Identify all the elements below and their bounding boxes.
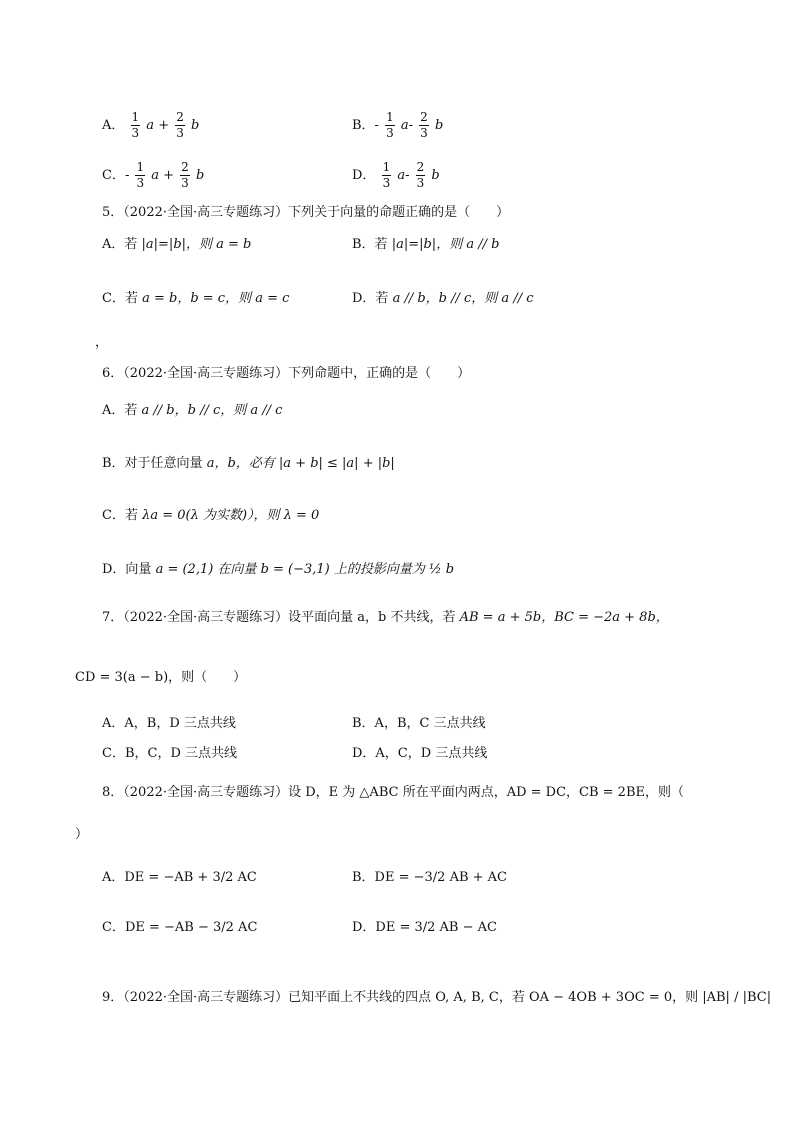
q5-option-c: C．若 a = b，b = c，则 a = c xyxy=(102,291,290,306)
stray-comma: ， xyxy=(95,335,109,350)
q8-stem: 8．（2022·全国·高三专题练习）设 D，E 为 △ABC 所在平面内两点，AD = DC，CB = 2BE，则（ xyxy=(102,785,684,800)
q6-stem: 6．（2022·全国·高三专题练习）下列命题中，正确的是（ ） xyxy=(102,366,471,381)
q5-option-a: A．若 |a|=|b|，则 a = b xyxy=(102,237,252,252)
q7-option-d: D．A，C，D 三点共线 xyxy=(352,746,488,761)
q6-option-c: C．若 λa = 0(λ 为实数)），则 λ = 0 xyxy=(102,508,320,523)
q8-close: ） xyxy=(75,827,89,842)
q9-stem: 9．（2022·全国·高三专题练习）已知平面上不共线的四点 O, A, B, C，若 OA − 4OB + 3OC = 0，则 |AB| / |BC| xyxy=(102,990,772,1005)
q7-option-c: C．B，C，D 三点共线 xyxy=(102,746,238,761)
q5-option-b: B．若 |a|=|b|，则 a // b xyxy=(352,237,500,252)
q5-stem: 5．（2022·全国·高三专题练习）下列关于向量的命题正确的是（ ） xyxy=(102,205,510,220)
q7-line2: CD = 3(a − b)，则（ ） xyxy=(75,670,247,685)
q8-option-b: B．DE = −3/2 AB + AC xyxy=(352,870,508,885)
q7-option-a: A．A，B，D 三点共线 xyxy=(102,716,236,731)
q4-option-c: C．- $\frac{1}{3}$ a + $\frac{2}{3}$ b xyxy=(102,160,205,190)
q7-option-b: B．A，B，C 三点共线 xyxy=(352,716,486,731)
q7-stem: 7．（2022·全国·高三专题练习）设平面向量 a，b 不共线，若 AB = a + 5b，BC = −2a + 8b， xyxy=(102,610,669,625)
q8-option-a: A．DE = −AB + 3/2 AC xyxy=(102,870,257,885)
q6-option-d: D．向量 a = (2,1) 在向量 b = (−3,1) 上的投影向量为 ½ b xyxy=(102,562,455,577)
q8-option-d: D．DE = 3/2 AB − AC xyxy=(352,920,497,935)
q5-option-d: D．若 a // b，b // c，则 a // c xyxy=(352,291,534,306)
q6-option-a: A．若 a // b，b // c，则 a // c xyxy=(102,403,283,418)
q6-option-b: B．对于任意向量 a，b，必有 |a + b| ≤ |a| + |b| xyxy=(102,456,395,471)
q4-option-d: D． $\frac{1}{3}$ a- $\frac{2}{3}$ b xyxy=(352,160,440,190)
q8-option-c: C．DE = −AB − 3/2 AC xyxy=(102,920,258,935)
q4-option-a: A． $\frac{1}{3}$ a + $\frac{2}{3}$ b xyxy=(102,110,200,140)
q4-option-b: B．- $\frac{1}{3}$ a- $\frac{2}{3}$ b xyxy=(352,110,444,140)
